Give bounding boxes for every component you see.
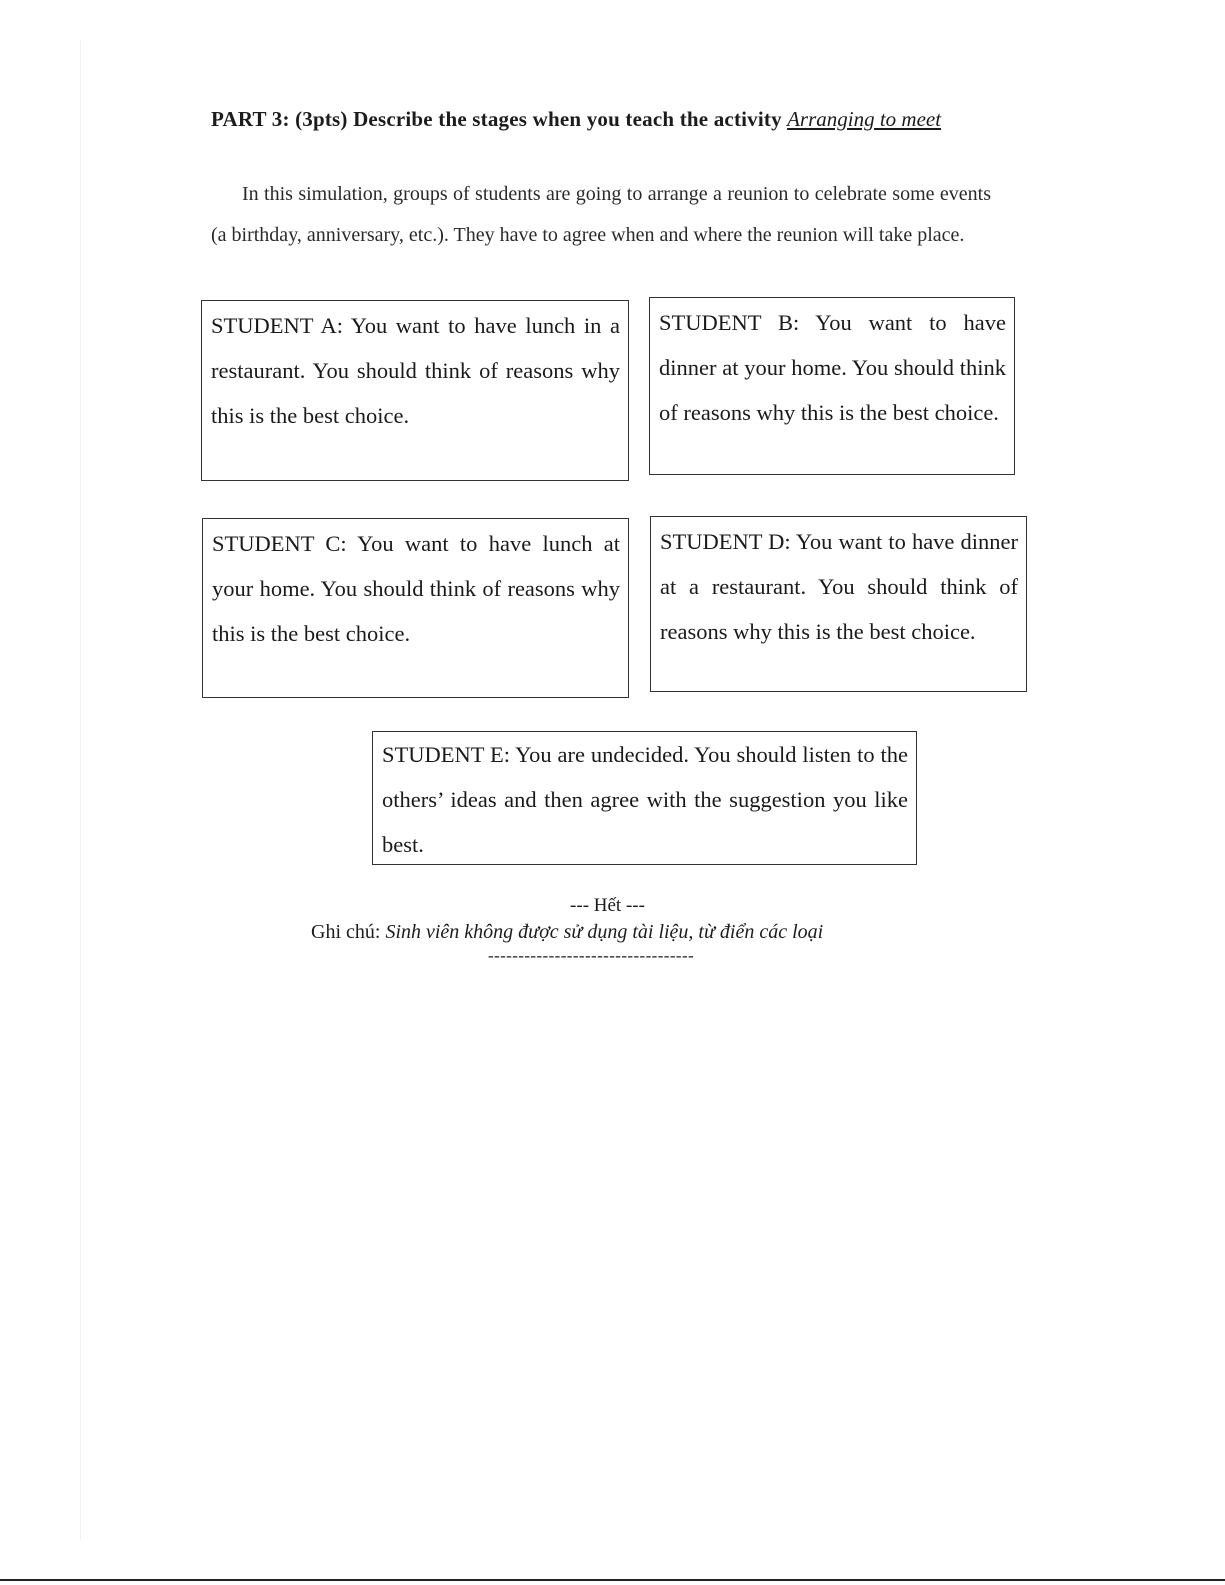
role-card-student-e: STUDENT E: You are undecided. You should listen to the others’ ideas and then agree with the suggestion you like best. [372, 731, 917, 865]
footer-rule: ---------------------------------- [488, 946, 695, 965]
note-text: Sinh viên không được sử dụng tài liệu, từ điển các loại [385, 921, 824, 943]
footer-note [311, 918, 823, 946]
role-card-student-a: STUDENT A: You want to have lunch in a restaurant. You should think of reasons why this is the best choice. [201, 300, 629, 481]
role-card-student-b: STUDENT B: You want to have dinner at your home. You should think of reasons why this is the best choice. [649, 297, 1015, 475]
role-card-student-d: STUDENT D: You want to have dinner at a restaurant. You should think of reasons why this is the best choice. [650, 516, 1027, 692]
part-heading [211, 96, 1001, 142]
end-marker [0, 893, 1225, 919]
scan-bottom-line [0, 1579, 1225, 1581]
part-label: PART 3: (3pts) Describe the stages when you teach the activity [211, 107, 782, 131]
role-card-student-c: STUDENT C: You want to have lunch at your home. You should think of reasons why this is the best choice. [202, 518, 629, 698]
end-marker-text: --- Hết --- [570, 895, 645, 916]
intro-paragraph: In this simulation, groups of students are going to arrange a reunion to celebrate some events (a birthday, anniversary, etc.). They have to agree when and where the reunion will take place. [211, 183, 991, 246]
activity-title: Arranging to meet [787, 107, 942, 131]
scan-edge-shadow [80, 40, 81, 1540]
note-label: Ghi chú: [311, 921, 381, 943]
